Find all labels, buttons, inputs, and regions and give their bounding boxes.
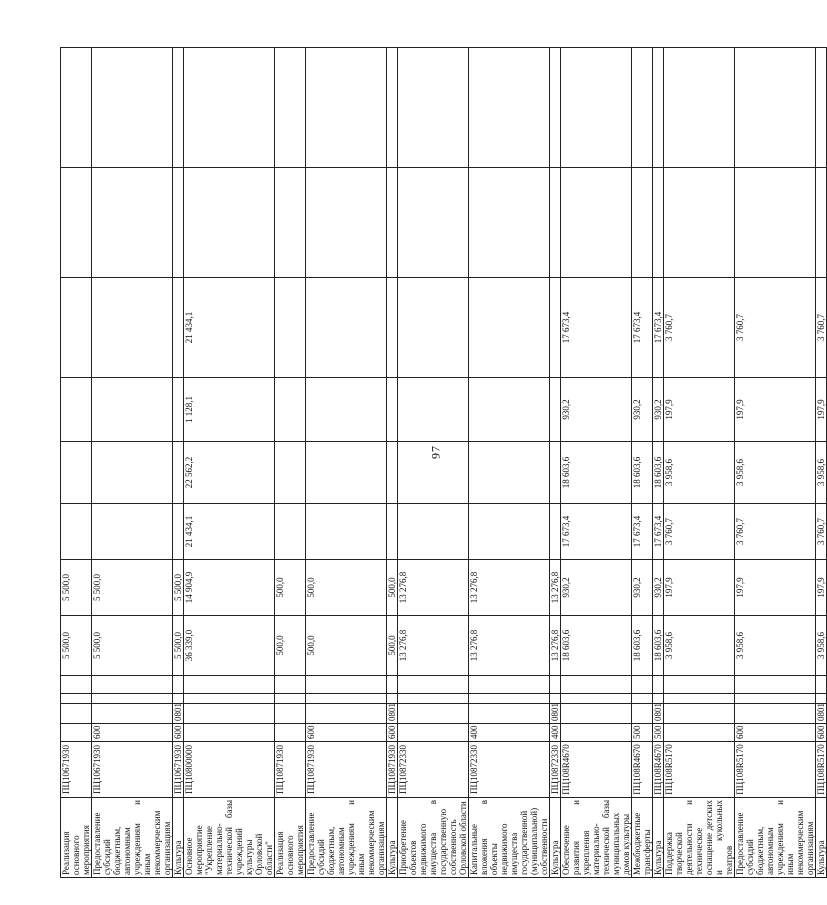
- amount-regional-next-cell: [61, 378, 92, 442]
- table-row: [816, 48, 827, 878]
- table-row: [173, 48, 184, 878]
- amount-federal-next-cell: [387, 278, 398, 378]
- amount-federal-next-cell: [173, 278, 184, 378]
- amount-extra-1-cell: [664, 168, 735, 278]
- spacer-cell-b: [664, 676, 735, 694]
- table-row: [184, 48, 275, 878]
- amount-total-next-cell: [398, 442, 469, 504]
- amount-total-cell: 13 276,8: [469, 616, 550, 676]
- amount-total-cell: 36 339,0: [184, 616, 275, 676]
- csr-code-cell: ПЦ10871930: [275, 742, 306, 798]
- amount-total-next-cell: [92, 442, 173, 504]
- amount-regional-next-cell: [306, 378, 387, 442]
- csr-code-cell: ПЦ10671930: [173, 742, 184, 798]
- amount-extra-2-cell: [632, 48, 653, 168]
- amount-total-next-cell: 18 603,6: [561, 442, 632, 504]
- amount-regional-next-cell: 1 128,1: [184, 378, 275, 442]
- spacer-cell-a: [735, 694, 816, 704]
- amount-extra-2-cell: [173, 48, 184, 168]
- spacer-cell-a: [664, 694, 735, 704]
- vr-code-cell: 600: [306, 724, 387, 742]
- table-row: [735, 48, 816, 878]
- spacer-cell-b: [398, 676, 469, 694]
- spacer-cell-b: [173, 676, 184, 694]
- csr-code-cell: ПЦ10671930: [92, 742, 173, 798]
- amount-extra-1-cell: [816, 168, 827, 278]
- spacer-cell-b: [632, 676, 653, 694]
- amount-regional-cell: 500,0: [387, 560, 398, 616]
- amount-extra-2-cell: [387, 48, 398, 168]
- spacer-cell-b: [469, 676, 550, 694]
- csr-code-cell: ПЦ108R4670: [653, 742, 664, 798]
- vr-code-cell: 400: [469, 724, 550, 742]
- amount-federal-next-cell: 3 760,7: [816, 278, 827, 378]
- amount-federal-next-cell: 17 673,4: [632, 278, 653, 378]
- rzpr-code-cell: 0801: [816, 704, 827, 724]
- amount-regional-cell: 5 500,0: [173, 560, 184, 616]
- amount-federal-cell: 3 760,7: [816, 504, 827, 560]
- amount-total-next-cell: [469, 442, 550, 504]
- amount-regional-cell: 930,2: [632, 560, 653, 616]
- table-row: [561, 48, 632, 878]
- amount-regional-cell: 13 276,8: [398, 560, 469, 616]
- amount-total-cell: 13 276,8: [398, 616, 469, 676]
- amount-total-next-cell: [173, 442, 184, 504]
- vr-code-cell: [184, 724, 275, 742]
- vr-code-cell: 600: [816, 724, 827, 742]
- csr-code-cell: ПЦ108R5170: [664, 742, 735, 798]
- row-name-cell: Капитальные вложения в объекты недвижимого имущества государственной (муниципальной) собственности: [469, 798, 550, 878]
- vr-code-cell: 600: [173, 724, 184, 742]
- rzpr-code-cell: [306, 704, 387, 724]
- amount-extra-1-cell: [469, 168, 550, 278]
- row-name-cell: Культура: [550, 798, 561, 878]
- spacer-cell-b: [61, 676, 92, 694]
- spacer-cell-a: [275, 694, 306, 704]
- csr-code-cell: ПЦ10872330: [550, 742, 561, 798]
- amount-regional-next-cell: [550, 378, 561, 442]
- amount-extra-1-cell: [561, 168, 632, 278]
- amount-federal-cell: 17 673,4: [632, 504, 653, 560]
- table-row: [387, 48, 398, 878]
- vr-code-cell: [398, 724, 469, 742]
- amount-federal-cell: [275, 504, 306, 560]
- amount-regional-cell: 13 276,8: [550, 560, 561, 616]
- rzpr-code-cell: [632, 704, 653, 724]
- rzpr-code-cell: [92, 704, 173, 724]
- vr-code-cell: [61, 724, 92, 742]
- amount-total-cell: 5 500,0: [173, 616, 184, 676]
- amount-federal-next-cell: 3 760,7: [735, 278, 816, 378]
- amount-extra-1-cell: [306, 168, 387, 278]
- amount-regional-next-cell: [275, 378, 306, 442]
- amount-total-next-cell: 3 958,6: [664, 442, 735, 504]
- spacer-cell-b: [92, 676, 173, 694]
- spacer-cell-a: [550, 694, 561, 704]
- amount-total-cell: 5 500,0: [92, 616, 173, 676]
- page-number: 97: [428, 445, 443, 459]
- amount-regional-cell: 930,2: [561, 560, 632, 616]
- amount-total-next-cell: 3 958,6: [735, 442, 816, 504]
- amount-total-next-cell: [61, 442, 92, 504]
- amount-total-next-cell: 3 958,6: [816, 442, 827, 504]
- amount-regional-cell: 930,2: [653, 560, 664, 616]
- table-row: [653, 48, 664, 878]
- amount-federal-cell: [387, 504, 398, 560]
- table-row: [275, 48, 306, 878]
- spacer-cell-a: [306, 694, 387, 704]
- amount-regional-next-cell: [92, 378, 173, 442]
- row-name-cell: Предоставление субсидий бюджетным, автономным учреждениям и иным некоммерческим организациям: [306, 798, 387, 878]
- amount-extra-2-cell: [469, 48, 550, 168]
- amount-extra-2-cell: [398, 48, 469, 168]
- amount-extra-1-cell: [173, 168, 184, 278]
- spacer-cell-a: [61, 694, 92, 704]
- amount-federal-cell: [61, 504, 92, 560]
- table-row: [306, 48, 387, 878]
- amount-regional-next-cell: [398, 378, 469, 442]
- csr-code-cell: ПЦ108R4670: [561, 742, 632, 798]
- spacer-cell-a: [469, 694, 550, 704]
- row-name-cell: Реализация основного мероприятия: [61, 798, 92, 878]
- amount-federal-cell: [173, 504, 184, 560]
- table-row: [61, 48, 92, 878]
- amount-regional-cell: 5 500,0: [61, 560, 92, 616]
- budget-table: [60, 47, 827, 878]
- amount-federal-next-cell: [61, 278, 92, 378]
- rzpr-code-cell: [275, 704, 306, 724]
- table-row: [664, 48, 735, 878]
- amount-federal-cell: 3 760,7: [735, 504, 816, 560]
- amount-total-next-cell: [550, 442, 561, 504]
- amount-extra-1-cell: [735, 168, 816, 278]
- vr-code-cell: [664, 724, 735, 742]
- amount-regional-next-cell: 930,2: [653, 378, 664, 442]
- amount-regional-cell: 197,9: [816, 560, 827, 616]
- vr-code-cell: 500: [632, 724, 653, 742]
- amount-regional-cell: 14 904,9: [184, 560, 275, 616]
- spacer-cell-b: [550, 676, 561, 694]
- amount-total-cell: 13 276,8: [550, 616, 561, 676]
- amount-total-cell: 5 500,0: [61, 616, 92, 676]
- spacer-cell-a: [632, 694, 653, 704]
- amount-total-cell: 18 603,6: [653, 616, 664, 676]
- spacer-cell-b: [735, 676, 816, 694]
- csr-code-cell: ПЦ10871930: [387, 742, 398, 798]
- vr-code-cell: 600: [735, 724, 816, 742]
- csr-code-cell: ПЦ10671930: [61, 742, 92, 798]
- amount-regional-next-cell: 197,9: [816, 378, 827, 442]
- amount-extra-2-cell: [184, 48, 275, 168]
- spacer-cell-a: [816, 694, 827, 704]
- amount-total-cell: 18 603,6: [632, 616, 653, 676]
- amount-total-next-cell: 18 603,6: [653, 442, 664, 504]
- amount-federal-cell: [469, 504, 550, 560]
- amount-federal-cell: 17 673,4: [653, 504, 664, 560]
- amount-total-next-cell: [306, 442, 387, 504]
- amount-federal-cell: [398, 504, 469, 560]
- row-name-cell: Культура: [387, 798, 398, 878]
- amount-federal-cell: 17 673,4: [561, 504, 632, 560]
- spacer-cell-a: [387, 694, 398, 704]
- table-row: [92, 48, 173, 878]
- rzpr-code-cell: [61, 704, 92, 724]
- amount-extra-2-cell: [306, 48, 387, 168]
- row-name-cell: Культура: [173, 798, 184, 878]
- spacer-cell-b: [561, 676, 632, 694]
- amount-federal-cell: 21 434,1: [184, 504, 275, 560]
- amount-extra-2-cell: [735, 48, 816, 168]
- spacer-cell-a: [398, 694, 469, 704]
- amount-regional-cell: 197,9: [664, 560, 735, 616]
- rzpr-code-cell: 0801: [387, 704, 398, 724]
- amount-extra-1-cell: [61, 168, 92, 278]
- amount-total-cell: 3 958,6: [664, 616, 735, 676]
- csr-code-cell: ПЦ10871930: [306, 742, 387, 798]
- csr-code-cell: ПЦ108R5170: [735, 742, 816, 798]
- budget-table-rotated: [60, 48, 826, 878]
- amount-federal-cell: [550, 504, 561, 560]
- amount-regional-next-cell: [387, 378, 398, 442]
- table-row: [550, 48, 561, 878]
- amount-regional-cell: 500,0: [306, 560, 387, 616]
- amount-regional-next-cell: [173, 378, 184, 442]
- amount-federal-next-cell: [469, 278, 550, 378]
- amount-federal-next-cell: 17 673,4: [653, 278, 664, 378]
- amount-extra-1-cell: [92, 168, 173, 278]
- row-name-cell: Культура: [653, 798, 664, 878]
- amount-federal-cell: 3 760,7: [664, 504, 735, 560]
- amount-extra-2-cell: [561, 48, 632, 168]
- spacer-cell-a: [653, 694, 664, 704]
- amount-regional-next-cell: 930,2: [561, 378, 632, 442]
- amount-regional-next-cell: 197,9: [735, 378, 816, 442]
- amount-regional-cell: 5 500,0: [92, 560, 173, 616]
- spacer-cell-b: [275, 676, 306, 694]
- rzpr-code-cell: [735, 704, 816, 724]
- vr-code-cell: 600: [92, 724, 173, 742]
- amount-federal-next-cell: [306, 278, 387, 378]
- amount-federal-cell: [92, 504, 173, 560]
- rzpr-code-cell: [184, 704, 275, 724]
- rzpr-code-cell: [469, 704, 550, 724]
- amount-regional-cell: 500,0: [275, 560, 306, 616]
- row-name-cell: Предоставление субсидий бюджетным, автономным учреждениям и иным некоммерческим организациям: [92, 798, 173, 878]
- table-row: [398, 48, 469, 878]
- spacer-cell-b: [184, 676, 275, 694]
- amount-federal-next-cell: 3 760,7: [664, 278, 735, 378]
- amount-extra-2-cell: [92, 48, 173, 168]
- amount-regional-cell: 13 276,8: [469, 560, 550, 616]
- amount-extra-1-cell: [632, 168, 653, 278]
- vr-code-cell: [275, 724, 306, 742]
- csr-code-cell: ПЦ108R4670: [632, 742, 653, 798]
- table-row: [632, 48, 653, 878]
- spacer-cell-a: [184, 694, 275, 704]
- rzpr-code-cell: [664, 704, 735, 724]
- amount-extra-1-cell: [398, 168, 469, 278]
- amount-total-cell: 3 958,6: [816, 616, 827, 676]
- spacer-cell-a: [561, 694, 632, 704]
- rzpr-code-cell: [398, 704, 469, 724]
- amount-regional-cell: 197,9: [735, 560, 816, 616]
- amount-federal-next-cell: 21 434,1: [184, 278, 275, 378]
- rzpr-code-cell: 0801: [550, 704, 561, 724]
- row-name-cell: Поддержка творческой деятельности и техническое оснащение детских и кукольных театров: [664, 798, 735, 878]
- vr-code-cell: 400: [550, 724, 561, 742]
- amount-total-cell: 500,0: [387, 616, 398, 676]
- amount-extra-1-cell: [387, 168, 398, 278]
- amount-total-next-cell: 22 562,2: [184, 442, 275, 504]
- vr-code-cell: 500: [653, 724, 664, 742]
- rzpr-code-cell: [561, 704, 632, 724]
- amount-total-next-cell: [387, 442, 398, 504]
- amount-extra-1-cell: [550, 168, 561, 278]
- spacer-cell-a: [92, 694, 173, 704]
- amount-extra-2-cell: [550, 48, 561, 168]
- csr-code-cell: ПЦ10800000: [184, 742, 275, 798]
- rzpr-code-cell: 0801: [653, 704, 664, 724]
- amount-extra-2-cell: [816, 48, 827, 168]
- amount-federal-next-cell: [275, 278, 306, 378]
- amount-extra-2-cell: [664, 48, 735, 168]
- csr-code-cell: ПЦ108R5170: [816, 742, 827, 798]
- amount-total-cell: 3 958,6: [735, 616, 816, 676]
- spacer-cell-a: [173, 694, 184, 704]
- amount-extra-1-cell: [653, 168, 664, 278]
- vr-code-cell: 600: [387, 724, 398, 742]
- amount-total-cell: 500,0: [306, 616, 387, 676]
- amount-extra-2-cell: [61, 48, 92, 168]
- amount-regional-next-cell: 930,2: [632, 378, 653, 442]
- amount-total-cell: 500,0: [275, 616, 306, 676]
- amount-extra-1-cell: [275, 168, 306, 278]
- amount-extra-2-cell: [275, 48, 306, 168]
- row-name-cell: Обеспечение развития и укрепления материально-технической базы муниципальных домов культуры: [561, 798, 632, 878]
- amount-total-next-cell: 18 603,6: [632, 442, 653, 504]
- amount-federal-next-cell: [550, 278, 561, 378]
- amount-total-cell: 18 603,6: [561, 616, 632, 676]
- csr-code-cell: ПЦ10872330: [398, 742, 469, 798]
- amount-extra-1-cell: [184, 168, 275, 278]
- row-name-cell: Реализация основного мероприятия: [275, 798, 306, 878]
- row-name-cell: Межбюджетные трансферты: [632, 798, 653, 878]
- amount-extra-2-cell: [653, 48, 664, 168]
- rzpr-code-cell: 0801: [173, 704, 184, 724]
- row-name-cell: Основное мероприятие "Укрепление материально-технической базы учреждений культуры Орловской области": [184, 798, 275, 878]
- amount-regional-next-cell: [469, 378, 550, 442]
- spacer-cell-b: [387, 676, 398, 694]
- row-name-cell: Приобретение объектов недвижимого имущества в государственную собственность Орловской области: [398, 798, 469, 878]
- amount-federal-next-cell: 17 673,4: [561, 278, 632, 378]
- amount-federal-cell: [306, 504, 387, 560]
- amount-federal-next-cell: [398, 278, 469, 378]
- row-name-cell: Предоставление субсидий бюджетным, автономным учреждениям и иным некоммерческим организациям: [735, 798, 816, 878]
- amount-federal-next-cell: [92, 278, 173, 378]
- row-name-cell: Культура: [816, 798, 827, 878]
- amount-total-next-cell: [275, 442, 306, 504]
- spacer-cell-b: [816, 676, 827, 694]
- amount-regional-next-cell: 197,9: [664, 378, 735, 442]
- csr-code-cell: ПЦ10872330: [469, 742, 550, 798]
- spacer-cell-b: [306, 676, 387, 694]
- spacer-cell-b: [653, 676, 664, 694]
- table-row: [469, 48, 550, 878]
- vr-code-cell: [561, 724, 632, 742]
